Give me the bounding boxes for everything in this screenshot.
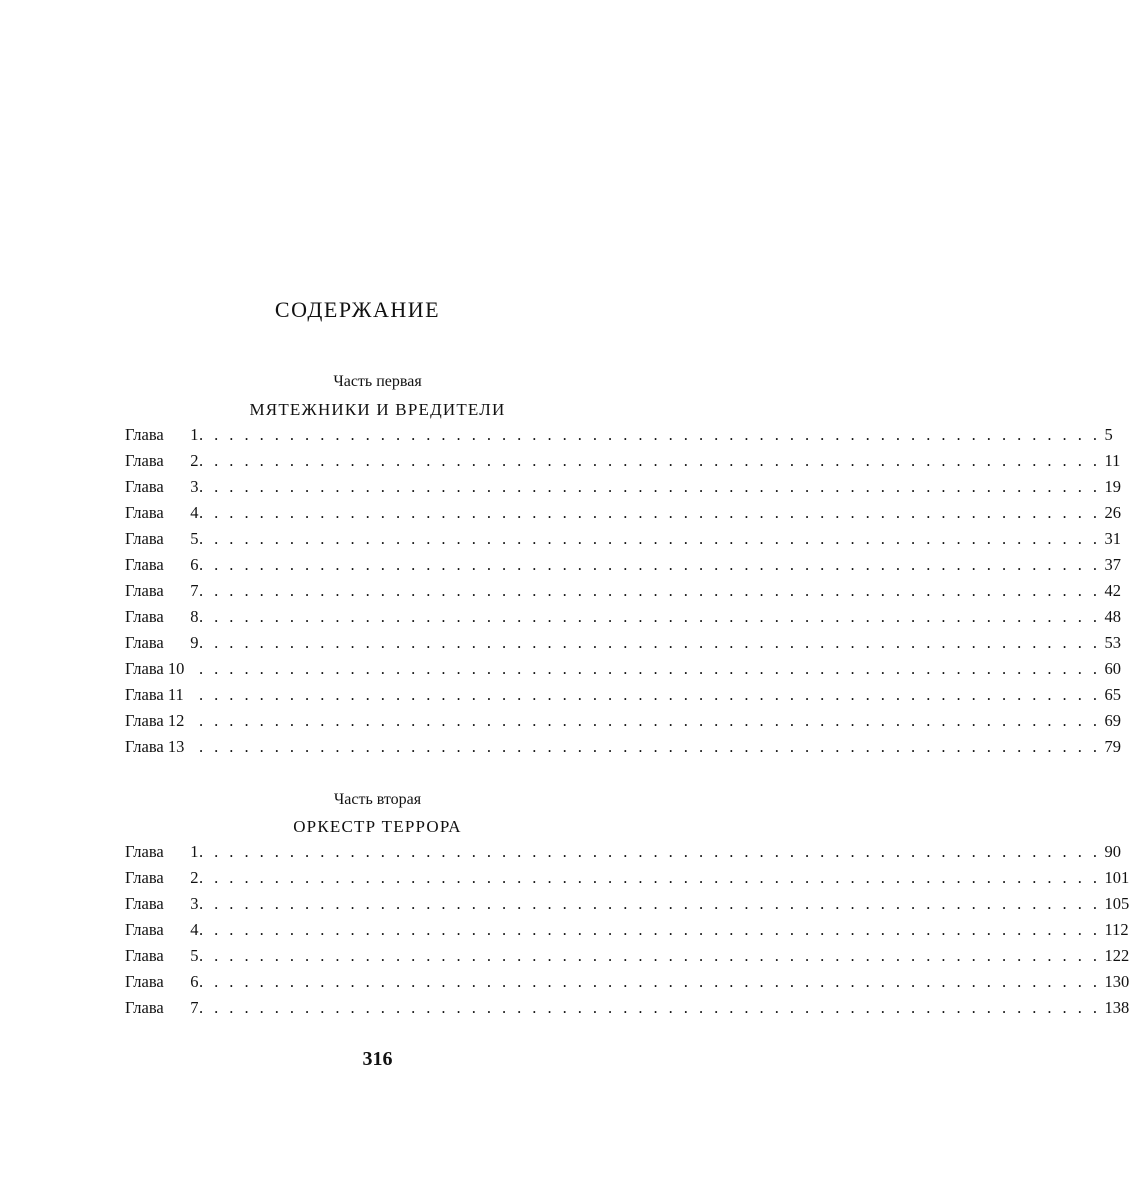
toc-entry: [125, 477, 1121, 503]
toc-entry: [125, 581, 1121, 607]
toc-entry: [125, 842, 1121, 868]
chapter-label: [125, 842, 197, 862]
chapter-number: 11: [167, 685, 184, 704]
chapter-page: 112: [1104, 920, 1129, 939]
dot-leader: . . . . . . . . . . . . . . . . . . . . . . . . . . . . . . . . . . . . . . . . . . . . . . . . . . . . . . . . . . . .: [199, 868, 1101, 887]
toc-entry: [125, 894, 1129, 920]
chapter-word: Глава: [125, 581, 164, 600]
chapter-word: Глава: [125, 477, 164, 496]
toc-entry: [125, 503, 1121, 529]
chapter-word: Глава: [125, 998, 164, 1017]
page-title: СОДЕРЖАНИЕ: [274, 297, 441, 322]
toc-entry: [125, 920, 1129, 946]
chapter-number: 4: [190, 503, 199, 522]
chapter-label: [125, 529, 197, 549]
chapter-number: 8: [190, 607, 199, 626]
dot-leader: . . . . . . . . . . . . . . . . . . . . . . . . . . . . . . . . . . . . . . . . . . . . . . . . . . . . . . . . . . . .: [199, 842, 1101, 861]
chapter-page: 11: [1104, 451, 1121, 470]
chapter-word: Глава: [125, 894, 164, 913]
chapter-number: 10: [167, 659, 185, 678]
chapter-number: 12: [167, 711, 185, 730]
chapter-page: 65: [1104, 685, 1121, 704]
toc-entry: [125, 868, 1129, 894]
part-1-label: Часть первая: [333, 373, 422, 390]
chapter-number: 5: [190, 529, 199, 548]
chapter-page: 79: [1104, 737, 1121, 756]
dot-leader: . . . . . . . . . . . . . . . . . . . . . . . . . . . . . . . . . . . . . . . . . . . . . . . . . . . . . . . . . . . .: [199, 451, 1101, 470]
part-2-name: ОРКЕСТР ТЕРРОРА: [293, 817, 462, 836]
page-number: 316: [362, 1048, 393, 1070]
chapter-number: 1: [190, 425, 199, 444]
dot-leader: . . . . . . . . . . . . . . . . . . . . . . . . . . . . . . . . . . . . . . . . . . . . . . . . . . . . . . . . . . . .: [199, 529, 1101, 548]
dot-leader: . . . . . . . . . . . . . . . . . . . . . . . . . . . . . . . . . . . . . . . . . . . . . . . . . . . . . . . . . . . .: [199, 659, 1101, 678]
chapter-page: 48: [1104, 607, 1121, 626]
toc-entry: [125, 685, 1121, 711]
dot-leader: . . . . . . . . . . . . . . . . . . . . . . . . . . . . . . . . . . . . . . . . . . . . . . . . . . . . . . . . . . . .: [199, 972, 1101, 991]
chapter-label: [125, 972, 197, 992]
chapter-label: [125, 711, 197, 731]
toc-entry: [125, 555, 1121, 581]
chapter-number: 3: [190, 894, 199, 913]
toc-entry: [125, 659, 1121, 685]
dot-leader: . . . . . . . . . . . . . . . . . . . . . . . . . . . . . . . . . . . . . . . . . . . . . . . . . . . . . . . . . . . .: [199, 711, 1101, 730]
chapter-number: 3: [190, 477, 199, 496]
chapter-label: [125, 685, 197, 705]
toc-entry: [125, 711, 1121, 737]
chapter-page: 5: [1104, 425, 1113, 444]
chapter-word: Глава: [125, 425, 164, 444]
dot-leader: . . . . . . . . . . . . . . . . . . . . . . . . . . . . . . . . . . . . . . . . . . . . . . . . . . . . . . . . . . . .: [199, 581, 1101, 600]
chapter-label: [125, 451, 197, 471]
chapter-label: [125, 607, 197, 627]
part-2-label: Часть вторая: [333, 791, 422, 808]
chapter-word: Глава: [125, 685, 164, 704]
dot-leader: . . . . . . . . . . . . . . . . . . . . . . . . . . . . . . . . . . . . . . . . . . . . . . . . . . . . . . . . . . . .: [199, 503, 1101, 522]
chapter-word: Глава: [125, 711, 164, 730]
chapter-page: 69: [1104, 711, 1121, 730]
chapter-page: 122: [1104, 946, 1129, 965]
toc-entry: [125, 529, 1121, 555]
chapter-word: Глава: [125, 946, 164, 965]
part-1-name: МЯТЕЖНИКИ И ВРЕДИТЕЛИ: [249, 400, 506, 419]
chapter-label: [125, 998, 197, 1018]
chapter-label: [125, 737, 197, 757]
chapter-number: 2: [190, 868, 199, 887]
chapter-page: 105: [1104, 894, 1129, 913]
toc-list-part-1: [125, 425, 1121, 763]
chapter-number: 5: [190, 946, 199, 965]
chapter-label: [125, 920, 197, 940]
chapter-number: 2: [190, 451, 199, 470]
toc-entry: [125, 998, 1129, 1024]
chapter-word: Глава: [125, 555, 164, 574]
dot-leader: . . . . . . . . . . . . . . . . . . . . . . . . . . . . . . . . . . . . . . . . . . . . . . . . . . . . . . . . . . . .: [199, 555, 1101, 574]
chapter-word: Глава: [125, 842, 164, 861]
chapter-page: 19: [1104, 477, 1121, 496]
dot-leader: . . . . . . . . . . . . . . . . . . . . . . . . . . . . . . . . . . . . . . . . . . . . . . . . . . . . . . . . . . . .: [199, 998, 1101, 1017]
chapter-word: Глава: [125, 920, 164, 939]
chapter-page: 53: [1104, 633, 1121, 652]
chapter-label: [125, 633, 197, 653]
dot-leader: . . . . . . . . . . . . . . . . . . . . . . . . . . . . . . . . . . . . . . . . . . . . . . . . . . . . . . . . . . . .: [199, 425, 1101, 444]
dot-leader: . . . . . . . . . . . . . . . . . . . . . . . . . . . . . . . . . . . . . . . . . . . . . . . . . . . . . . . . . . . .: [199, 477, 1101, 496]
dot-leader: . . . . . . . . . . . . . . . . . . . . . . . . . . . . . . . . . . . . . . . . . . . . . . . . . . . . . . . . . . . .: [199, 607, 1101, 626]
chapter-word: Глава: [125, 503, 164, 522]
toc-entry: [125, 451, 1121, 477]
toc-entry: [125, 946, 1129, 972]
chapter-word: Глава: [125, 607, 164, 626]
chapter-page: 42: [1104, 581, 1121, 600]
chapter-word: Глава: [125, 451, 164, 470]
chapter-number: 1: [190, 842, 199, 861]
chapter-page: 101: [1104, 868, 1129, 887]
dot-leader: . . . . . . . . . . . . . . . . . . . . . . . . . . . . . . . . . . . . . . . . . . . . . . . . . . . . . . . . . . . .: [199, 633, 1101, 652]
chapter-label: [125, 581, 197, 601]
toc-entry: [125, 425, 1113, 451]
chapter-word: Глава: [125, 972, 164, 991]
chapter-number: 9: [190, 633, 199, 652]
chapter-word: Глава: [125, 737, 164, 756]
chapter-label: [125, 425, 197, 445]
chapter-label: [125, 946, 197, 966]
dot-leader: . . . . . . . . . . . . . . . . . . . . . . . . . . . . . . . . . . . . . . . . . . . . . . . . . . . . . . . . . . . .: [199, 685, 1101, 704]
dot-leader: . . . . . . . . . . . . . . . . . . . . . . . . . . . . . . . . . . . . . . . . . . . . . . . . . . . . . . . . . . . .: [199, 894, 1101, 913]
chapter-page: 31: [1104, 529, 1121, 548]
chapter-number: 7: [190, 998, 199, 1017]
chapter-number: 6: [190, 972, 199, 991]
dot-leader: . . . . . . . . . . . . . . . . . . . . . . . . . . . . . . . . . . . . . . . . . . . . . . . . . . . . . . . . . . . .: [199, 920, 1101, 939]
chapter-label: [125, 555, 197, 575]
chapter-number: 13: [167, 737, 185, 756]
toc-list-part-2: [125, 842, 1129, 1024]
chapter-label: [125, 868, 197, 888]
chapter-word: Глава: [125, 659, 164, 678]
chapter-label: [125, 659, 197, 679]
toc-entry: [125, 607, 1121, 633]
chapter-page: 26: [1104, 503, 1121, 522]
chapter-page: 60: [1104, 659, 1121, 678]
chapter-label: [125, 477, 197, 497]
chapter-number: 6: [190, 555, 199, 574]
chapter-number: 7: [190, 581, 199, 600]
chapter-word: Глава: [125, 633, 164, 652]
chapter-label: [125, 894, 197, 914]
dot-leader: . . . . . . . . . . . . . . . . . . . . . . . . . . . . . . . . . . . . . . . . . . . . . . . . . . . . . . . . . . . .: [199, 946, 1101, 965]
chapter-word: Глава: [125, 529, 164, 548]
chapter-page: 138: [1104, 998, 1129, 1017]
toc-entry: [125, 737, 1121, 763]
chapter-page: 37: [1104, 555, 1121, 574]
toc-entry: [125, 972, 1129, 998]
chapter-label: [125, 503, 197, 523]
dot-leader: . . . . . . . . . . . . . . . . . . . . . . . . . . . . . . . . . . . . . . . . . . . . . . . . . . . . . . . . . . . .: [199, 737, 1101, 756]
toc-entry: [125, 633, 1121, 659]
chapter-word: Глава: [125, 868, 164, 887]
chapter-page: 130: [1104, 972, 1129, 991]
chapter-number: 4: [190, 920, 199, 939]
chapter-page: 90: [1104, 842, 1121, 861]
